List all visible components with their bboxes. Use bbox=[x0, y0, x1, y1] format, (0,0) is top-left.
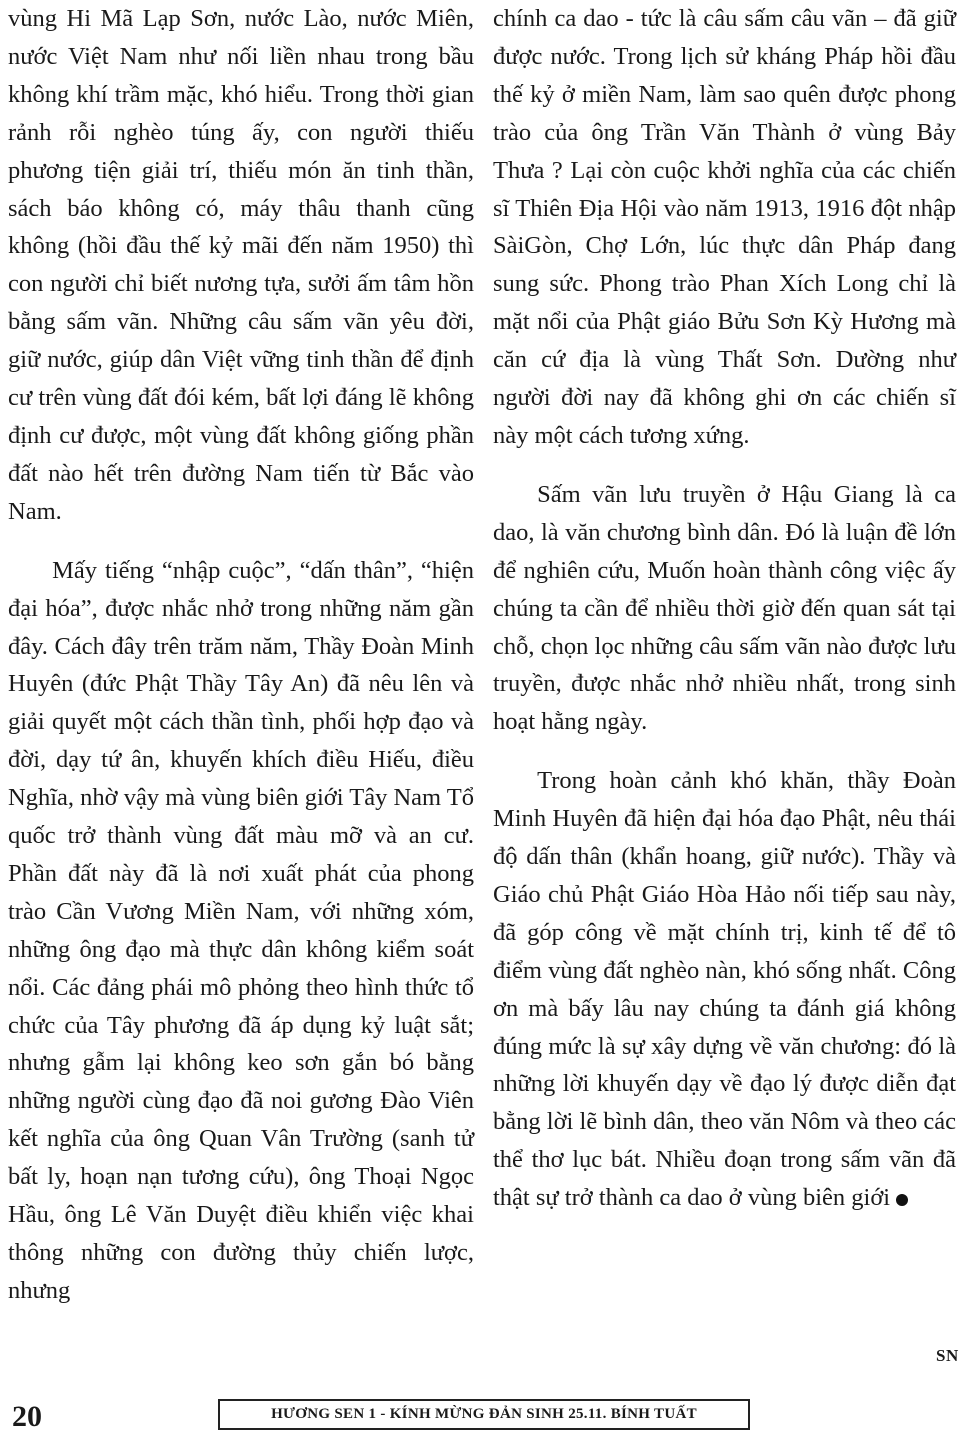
right-paragraph-1: chính ca dao - tức là câu sấm câu vãn – đã giữ được nước. Trong lịch sử kháng Pháp hồi đầu thế kỷ ở miền Nam, làm sao quên được phong trào của ông Trần Văn Thành ở vùng Bảy Thưa ? Lại còn cuộc khởi nghĩa của các chiến sĩ Thiên Địa Hội vào năm 1913, 1916 đột nhập SàiGòn, Chợ Lớn, lúc thực dân Pháp đang sung sức. Phong trào Phan Xích Long chỉ là mặt nổi của Phật giáo Bửu Sơn Kỳ Hương mà căn cứ địa là vùng Thất Sơn. Dường như người đời nay đã không ghi ơn các chiến sĩ này một cách tương xứng. bbox=[493, 5, 956, 449]
right-paragraph-3-text: Trong hoàn cảnh khó khăn, thầy Đoàn Minh Huyên đã hiện đại hóa đạo Phật, nêu thái độ dấn thân (khẩn hoang, giữ nước). Thầy và Giáo chủ Phật Giáo Hòa Hảo nối tiếp sau này, đã góp công về mặt chính trị, kinh tế để tô điểm vùng đất nghèo nàn, khó sống nhất. Công ơn mà bấy lâu nay chúng ta đánh giá không đúng mức là sự xây dựng về văn chương: đó là những lời khuyến dạy về đạo lý được diễn đạt bằng lời lẽ bình dân, theo văn Nôm và theo các thể thơ lục bát. Nhiều đoạn trong sấm vãn đã thật sự trở thành ca dao ở vùng biên giới bbox=[493, 767, 956, 1212]
author-signature: SN bbox=[936, 1346, 959, 1365]
footer-banner bbox=[218, 1399, 750, 1430]
footer-banner-text: HƯƠNG SEN 1 - KÍNH MỪNG ĐẢN SINH 25.11. BÍNH TUẤT bbox=[271, 1406, 697, 1422]
left-paragraph-1: vùng Hi Mã Lạp Sơn, nước Lào, nước Miên, nước Việt Nam như nối liền nhau trong bầu không khí trầm mặc, khó hiểu. Trong thời gian rảnh rỗi nghèo túng ấy, con người thiếu phương tiện giải trí, thiếu món ăn tinh thần, sách báo không có, máy thâu thanh cũng không (hồi đầu thế kỷ mãi đến năm 1950) thì con người chỉ biết nương tựa, sưởi ấm tâm hồn bằng sấm vãn. Những câu sấm vãn yêu đời, giữ nước, giúp dân Việt vững tinh thần để định cư trên vùng đất đói kém, bất lợi đáng lẽ không định cư được, một vùng đất không giống phần đất nào hết trên đường Nam tiến từ Bắc vào Nam. bbox=[8, 5, 474, 525]
right-paragraph-2: Sấm vãn lưu truyền ở Hậu Giang là ca dao, là văn chương bình dân. Đó là luận đề lớn để nghiên cứu, Muốn hoàn thành công việc ấy chúng ta cần để nhiều thời giờ đến quan sát tại chỗ, chọn lọc những câu sấm vãn nào được lưu truyền, được nhắc nhở nhiều nhất, trong sinh hoạt hằng ngày. bbox=[493, 480, 956, 736]
right-column bbox=[493, 0, 956, 1217]
right-paragraph-3 bbox=[493, 762, 956, 1217]
end-bullet-icon bbox=[896, 1194, 908, 1206]
page-number: 20 bbox=[12, 1400, 42, 1433]
left-paragraph-2: Mấy tiếng “nhập cuộc”, “dấn thân”, “hiện đại hóa”, được nhắc nhở trong những năm gần đây. Cách đây trên trăm năm, Thầy Đoàn Minh Huyên (đức Phật Thầy Tây An) đã nêu lên và giải quyết một cách thần tình, phối hợp đạo và đời, dạy tứ ân, khuyến khích điều Hiếu, điều Nghĩa, nhờ vậy mà vùng biên giới Tây Nam Tổ quốc trở thành vùng đất màu mỡ và an cư. Phần đất này đã là nơi xuất phát của phong trào Cần Vương Miền Nam, với những xóm, những ông đạo mà thực dân không kiểm soát nổi. Các đảng phái mô phỏng theo hình thức tổ chức của Tây phương đã áp dụng kỷ luật sắt; nhưng gẫm lại không keo sơn gắn bó bằng những người cùng đạo đã noi gương Đào Viên kết nghĩa của ông Quan Vân Trường (sanh tử bất ly, hoạn nạn tương cứu), ông Thoại Ngọc Hầu, ông Lê Văn Duyệt điều khiển việc khai thông những con đường thủy chiến lược, nhưng bbox=[8, 556, 474, 1304]
left-column bbox=[8, 0, 474, 1310]
